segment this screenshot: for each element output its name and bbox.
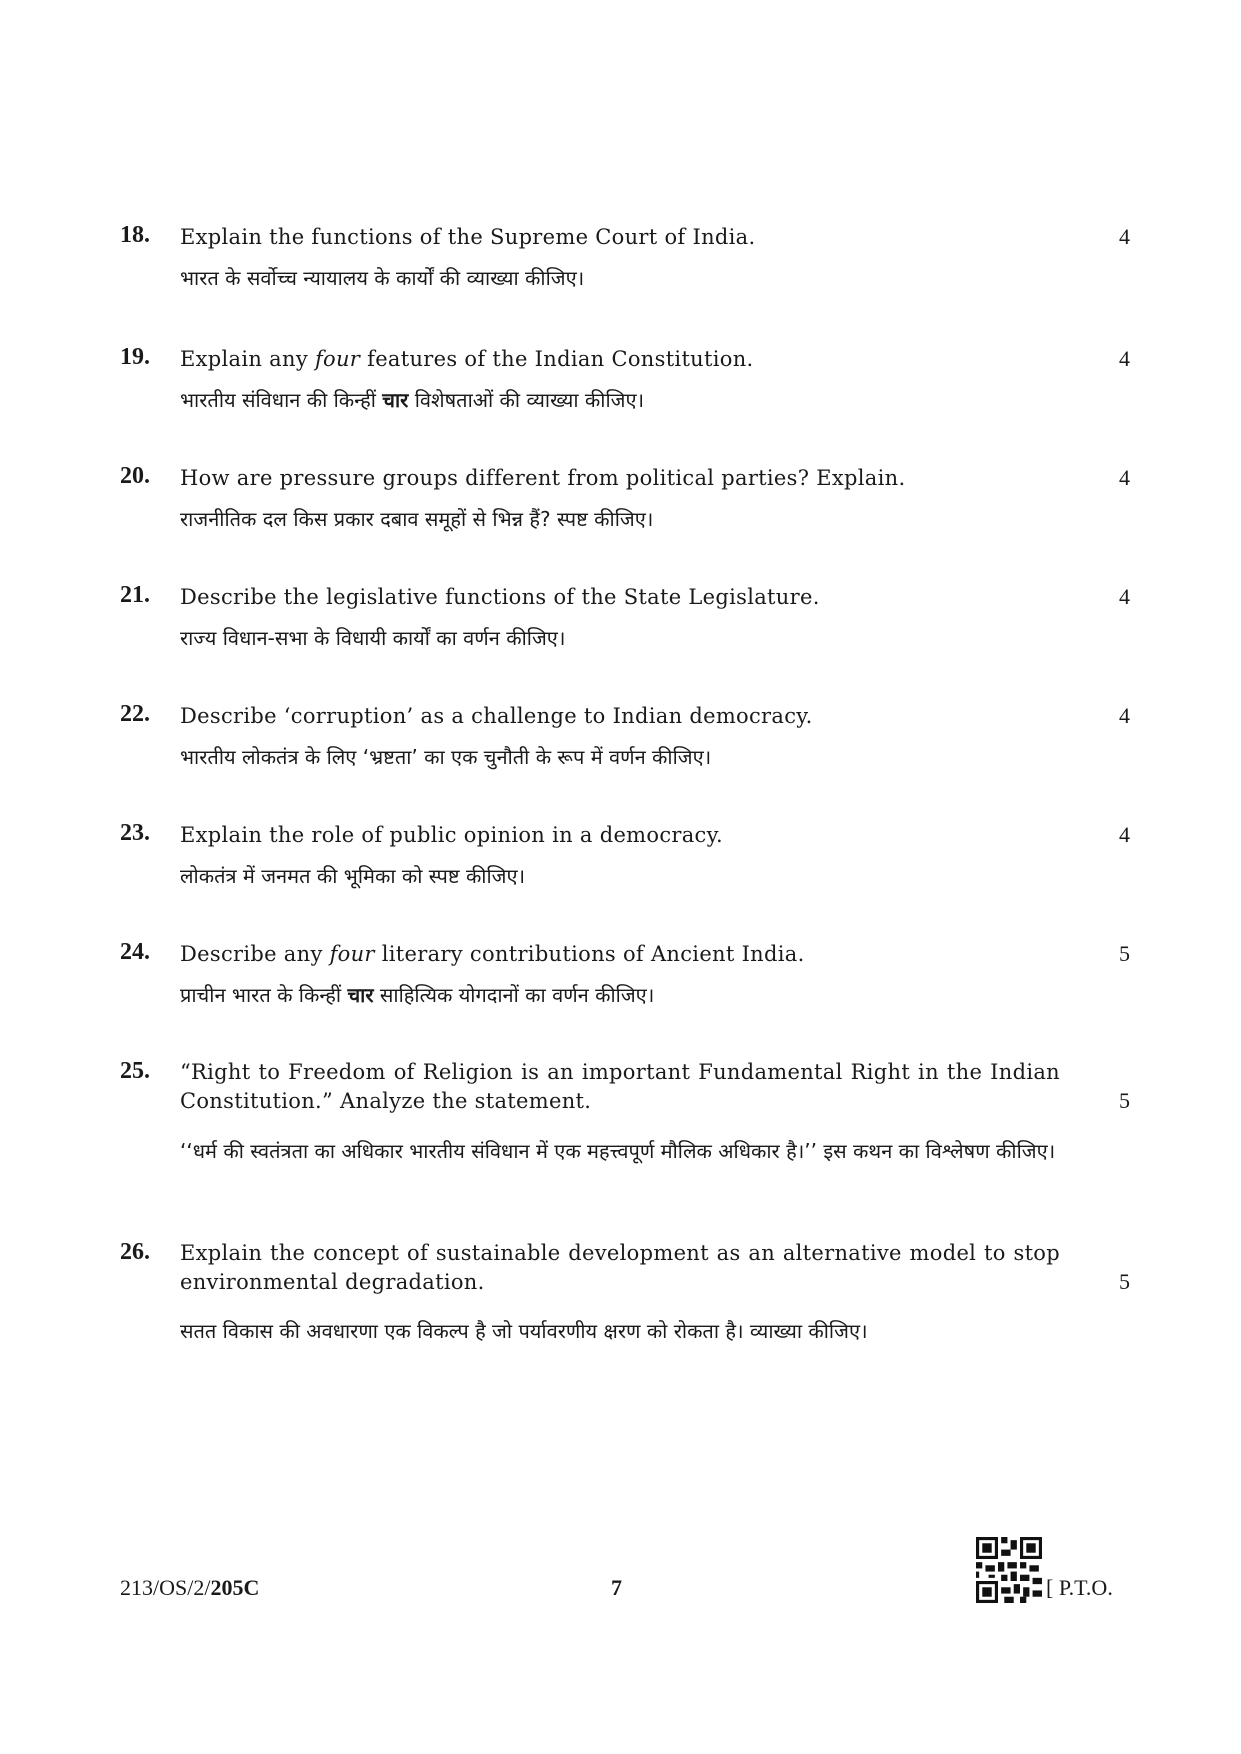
question-number: 26.	[120, 1239, 150, 1265]
question-marks: 5	[1119, 941, 1130, 966]
question-text-en: Describe the legislative functions of the State Legislature.	[180, 585, 820, 609]
page-number: 7	[611, 1575, 622, 1600]
question-number: 23.	[120, 820, 150, 846]
question-text-en: Explain the functions of the Supreme Court of India.	[180, 225, 756, 249]
question-marks: 5	[1119, 1269, 1130, 1294]
paper-code: 213/OS/2/205C	[120, 1575, 260, 1600]
question-text-hi: भारतीय संविधान की किन्हीं चार विशेषताओं की व्याख्या कीजिए।	[180, 388, 645, 412]
question-text-hi: भारत के सर्वोच्च न्यायालय के कार्यों की व्याख्या कीजिए।	[180, 266, 585, 290]
question-number: 20.	[120, 463, 150, 489]
question-marks: 4	[1119, 224, 1130, 249]
question-marks: 4	[1119, 703, 1130, 728]
question-text-en: Describe any four literary contributions of Ancient India.	[180, 942, 805, 966]
question-text-en: “Right to Freedom of Religion is an important Fundamental Right in the Indian Constitution.” Analyze the statement.	[180, 1060, 1060, 1113]
paper-code-bold: 205C	[210, 1575, 260, 1600]
question-marks: 4	[1119, 822, 1130, 847]
emphasis: चार	[382, 388, 409, 412]
question-text-hi: ‘‘धर्म की स्वतंत्रता का अधिकार भारतीय संविधान में एक महत्त्वपूर्ण मौलिक अधिकार है।’’ इस कथन का विश्लेषण कीजिए।	[180, 1139, 1056, 1163]
question-number: 18.	[120, 222, 150, 248]
question-text-hi: प्राचीन भारत के किन्हीं चार साहित्यिक योगदानों का वर्णन कीजिए।	[180, 983, 655, 1007]
question-text-hi: लोकतंत्र में जनमत की भूमिका को स्पष्ट कीजिए।	[180, 864, 526, 888]
question-text-hi: सतत विकास की अवधारणा एक विकल्प है जो पर्यावरणीय क्षरण को रोकता है। व्याख्या कीजिए।	[180, 1319, 868, 1343]
emphasis: चार	[347, 983, 374, 1007]
question-number: 25.	[120, 1058, 150, 1084]
pto-label: [ P.T.O.	[1046, 1575, 1113, 1600]
question-number: 21.	[120, 582, 150, 608]
emphasis: four	[314, 347, 361, 371]
question-text-hi: भारतीय लोकतंत्र के लिए ‘भ्रष्टता’ का एक चुनौती के रूप में वर्णन कीजिए।	[180, 745, 712, 769]
question-text-en: How are pressure groups different from political parties? Explain.	[180, 466, 906, 490]
question-marks: 5	[1119, 1088, 1130, 1113]
question-text-en: Explain the role of public opinion in a democracy.	[180, 823, 723, 847]
question-text-hi: राजनीतिक दल किस प्रकार दबाव समूहों से भिन्न हैं? स्पष्ट कीजिए।	[180, 507, 654, 531]
question-number: 19.	[120, 344, 150, 370]
question-number: 22.	[120, 701, 150, 727]
question-text-en: Explain any four features of the Indian Constitution.	[180, 347, 754, 371]
question-marks: 4	[1119, 465, 1130, 490]
question-text-en: Explain the concept of sustainable development as an alternative model to stop environmental degradation.	[180, 1241, 1060, 1294]
question-text-en: Describe ‘corruption’ as a challenge to Indian democracy.	[180, 704, 813, 728]
question-number: 24.	[120, 939, 150, 965]
qr-code-icon	[976, 1537, 1042, 1603]
question-marks: 4	[1119, 584, 1130, 609]
question-marks: 4	[1119, 346, 1130, 371]
question-text-hi: राज्य विधान-सभा के विधायी कार्यों का वर्णन कीजिए।	[180, 626, 566, 650]
emphasis: four	[329, 942, 375, 966]
